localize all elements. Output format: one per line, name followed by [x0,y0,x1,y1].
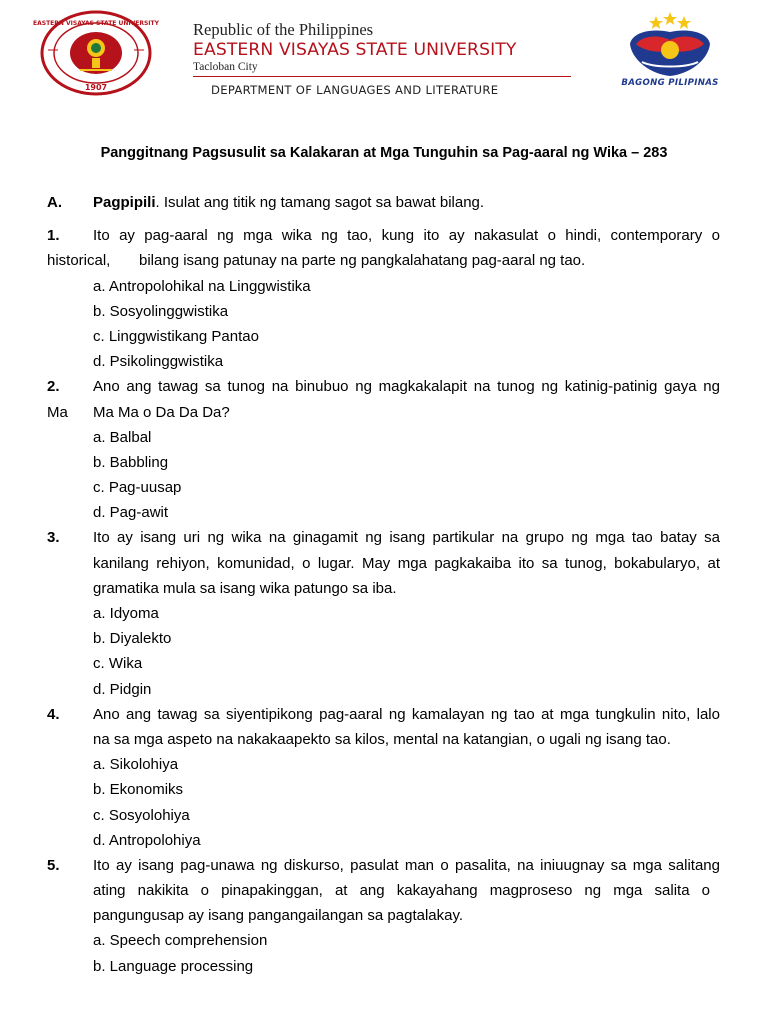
question-text: Ito ay pag-aaral ng mga wika ng tao, kung ito ay nakasulat o hindi, contemporary o [93,227,720,245]
question-text: Ito ay isang uri ng wika na ginagamit ng isang partikular na grupo ng mga tao batay sa [93,529,720,547]
question-text: kanilang rehiyon, komunidad, o lugar. May mga pagkakaiba ito sa tunog, bokabularyo, at [93,554,720,572]
question-text: gramatika mula sa isang wika patungo sa iba. [93,579,397,597]
section-instruction: . Isulat ang titik ng tamang sagot sa bawat bilang. [155,194,485,211]
question-text: na sa mga aspeto na nakakaapekto sa kilos, mental na katangian, o ugali ng isang tao. [93,730,671,748]
choice-option: c. Pag-uusap [93,479,182,497]
section-label: A. [47,194,62,211]
choice-option: c. Wika [93,655,143,673]
choice-option: d. Pidgin [93,680,152,698]
question-text: Ma [47,403,68,421]
section-header [47,190,720,215]
question-number: 1. [47,227,60,245]
choice-option: c. Sosyolohiya [93,806,190,824]
question-5 [47,853,720,878]
choice-option: b. Babbling [93,453,169,471]
department-name: DEPARTMENT OF LANGUAGES AND LITERATURE [211,83,499,97]
exam-content [47,190,720,979]
letterhead-divider [193,76,571,77]
choice-option: d. Pag-awit [93,504,169,522]
question-number: 3. [47,529,60,547]
question-3 [47,525,720,550]
choice-option: d. Antropolohiya [93,831,201,849]
choice-option: a. Antropolohikal na Linggwistika [93,277,311,295]
question-number: 5. [47,856,60,874]
question-text: pangungusap ay isang pangangailangan sa pagtalakay. [93,907,464,925]
question-4 [47,702,720,727]
question-text: bilang isang patunay na parte ng pangkalahatang pag-aaral ng tao. [139,252,586,270]
choice-option: b. Diyalekto [93,630,172,648]
choice-option: c. Linggwistikang Pantao [93,327,259,345]
question-text: historical, [47,252,111,270]
question-text: Ito ay isang pag-unawa ng diskurso, pasulat man o pasalita, na iniuugnay sa mga salitang [93,856,720,874]
university-seal-logo [33,10,159,96]
republic-line: Republic of the Philippines [193,20,374,39]
choice-option: a. Balbal [93,428,152,446]
bagong-pilipinas-text: BAGONG PILIPINAS [621,78,719,88]
section-name: Pagpipili [93,194,156,211]
exam-title: Panggitnang Pagsusulit sa Kalakaran at Mga Tunguhin sa Pag-aaral ng Wika – 283 [100,145,668,161]
choice-option: a. Idyoma [93,605,159,622]
city-line: Tacloban City [193,61,258,73]
svg-text:1907: 1907 [84,83,108,92]
question-1 [47,223,720,248]
question-text: Ano ang tawag sa tunog na binubuo ng magkakalapit na tunog ng katinig-patinig gaya ng [93,378,720,396]
question-text: ating nakikita o pinapakinggan, at ang kakayahang magproseso ng mga salita o [93,882,710,900]
choice-option: b. Sosyolinggwistika [93,302,229,320]
question-2 [47,374,720,399]
university-name: EASTERN VISAYAS STATE UNIVERSITY [193,40,517,60]
bagong-pilipinas-logo [612,10,728,94]
choice-option: b. Language processing [93,957,254,975]
question-text: Ano ang tawag sa siyentipikong pag-aaral ng kamalayan ng tao at mga tungkulin nito, lalo [93,705,720,723]
question-text: Ma Ma o Da Da Da? [93,403,230,421]
choice-option: b. Ekonomiks [93,781,184,799]
svg-text:EASTERN VISAYAS STATE UNIVERSI: EASTERN VISAYAS STATE UNIVERSITY [33,20,159,27]
choice-option: d. Psikolinggwistika [93,353,224,371]
choice-option: a. Speech comprehension [93,932,268,950]
question-number: 2. [47,378,60,396]
letterhead [193,20,573,97]
choice-option: a. Sikolohiya [93,756,179,774]
question-number: 4. [47,705,60,723]
